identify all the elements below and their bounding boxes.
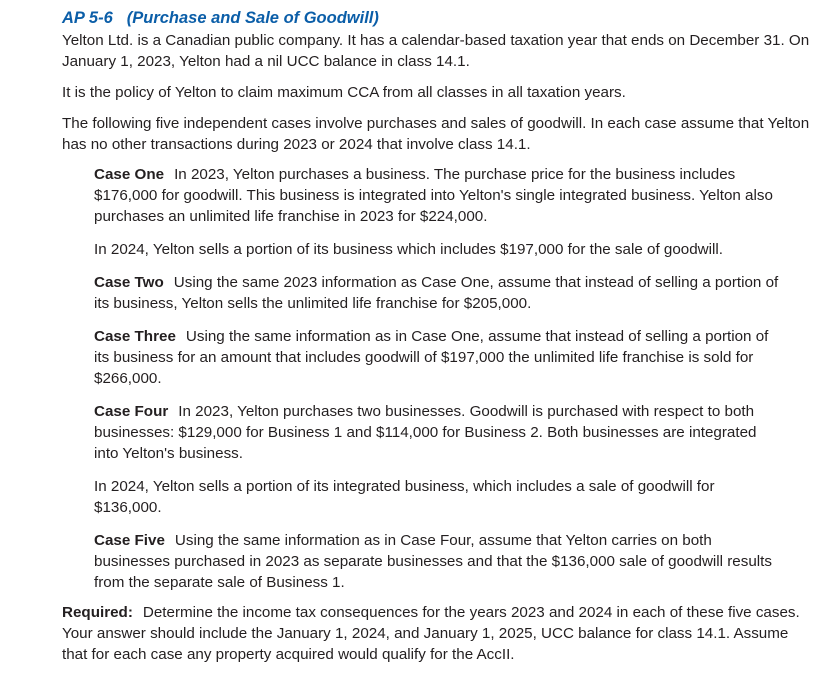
case-three-paragraph xyxy=(94,326,784,389)
case-five-label: Case Five xyxy=(94,532,165,549)
case-three-label: Case Three xyxy=(94,328,176,345)
case-four-extra: In 2024, Yelton sells a portion of its integrated business, which includes a sale of goodwill for $136,000. xyxy=(94,478,715,516)
intro-paragraph-2: It is the policy of Yelton to claim maximum CCA from all classes in all taxation years. xyxy=(62,84,626,101)
case-one-label: Case One xyxy=(94,166,165,183)
problem-title xyxy=(62,8,814,28)
case-two-text: Using the same 2023 information as Case One, assume that instead of selling a portion of its business, Yelton sells the unlimited life franchise for $205,000. xyxy=(94,274,779,312)
required-label: Required: xyxy=(62,604,133,621)
problem-number: AP 5-6 xyxy=(62,9,113,27)
case-two-paragraph xyxy=(94,272,784,314)
case-five-text: Using the same information as in Case Four, assume that Yelton carries on both businesses purchased in 2023 as separate businesses and that the $136,000 sale of goodwill results from the separate sale of Business 1. xyxy=(94,532,772,591)
case-four-paragraph xyxy=(94,401,784,464)
case-one-paragraph xyxy=(94,164,784,227)
case-three-text: Using the same information as in Case One, assume that instead of selling a portion of its business for an amount that includes goodwill of $197,000 the unlimited life franchise is sold for $266,000. xyxy=(94,328,769,387)
case-one-text: In 2023, Yelton purchases a business. The purchase price for the business includes $176,000 for goodwill. This business is integrated into Yelton's single integrated business. Yelton also purchases an unlimited life franchise in 2023 for $224,000. xyxy=(94,166,773,225)
intro-paragraph-1: Yelton Ltd. is a Canadian public company. It has a calendar-based taxation year that ends on December 31. On January 1, 2023, Yelton had a nil UCC balance in class 14.1. xyxy=(62,32,810,70)
case-one-extra: In 2024, Yelton sells a portion of its business which includes $197,000 for the sale of goodwill. xyxy=(94,241,723,258)
required-paragraph xyxy=(62,602,814,665)
case-four-text: In 2023, Yelton purchases two businesses. Goodwill is purchased with respect to both businesses: $129,000 for Business 1 and $114,000 for Business 2. Both businesses are integrated into Yelton's business. xyxy=(94,403,757,462)
intro-paragraph-3: The following five independent cases involve purchases and sales of goodwill. In each case assume that Yelton has no other transactions during 2023 or 2024 that involve class 14.1. xyxy=(62,115,810,153)
case-five-paragraph xyxy=(94,530,784,593)
required-text: Determine the income tax consequences for the years 2023 and 2024 in each of these five cases. Your answer should include the January 1, 2024, and January 1, 2025, UCC balance for class 14.1. Assume that for each case any property acquired would qualify for the AccII. xyxy=(62,604,800,663)
case-two-label: Case Two xyxy=(94,274,164,291)
problem-title-text: (Purchase and Sale of Goodwill) xyxy=(126,9,379,27)
case-four-label: Case Four xyxy=(94,403,169,420)
